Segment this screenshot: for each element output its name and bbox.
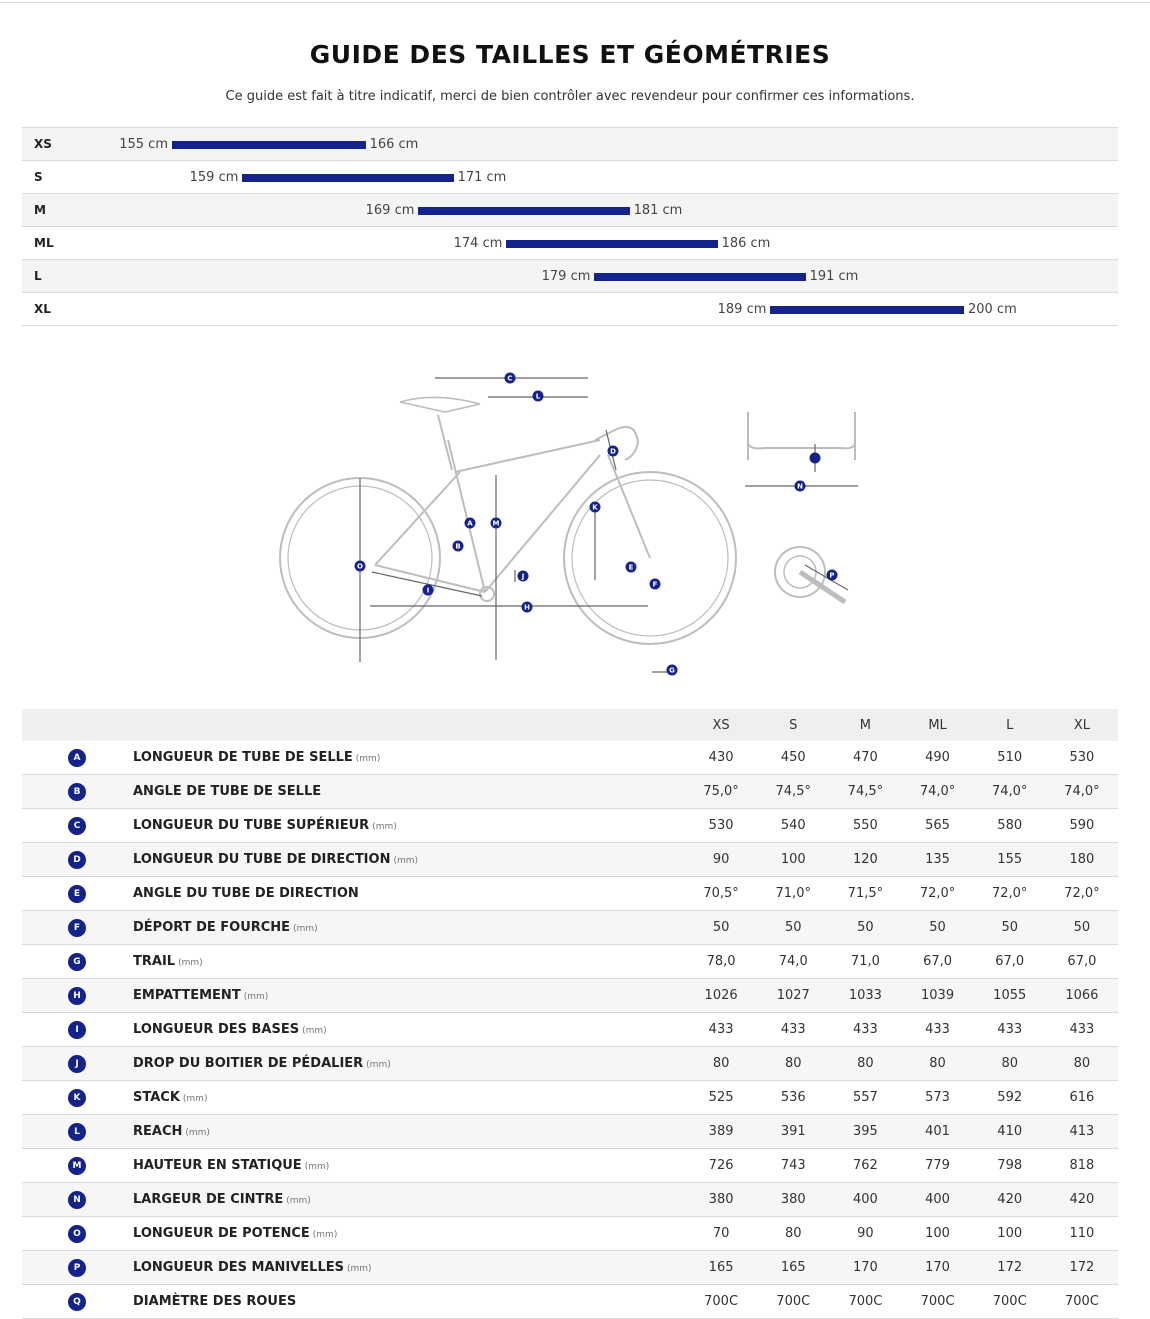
page-subtitle: Ce guide est fait à titre indicatif, merci de bien contrôler avec revendeur pour confirmer ces informations. bbox=[225, 89, 915, 104]
row-label: ANGLE DU TUBE DE DIRECTION bbox=[133, 886, 359, 901]
row-label-cell bbox=[132, 1047, 685, 1081]
letter-badge: P bbox=[68, 1259, 86, 1277]
diagram-badge-letter: E bbox=[628, 563, 634, 572]
value-cell: 100 bbox=[974, 1217, 1046, 1251]
diagram-badge-o-stem bbox=[810, 453, 821, 464]
value-cell: 172 bbox=[974, 1251, 1046, 1285]
row-letter-cell bbox=[22, 843, 132, 877]
diagram-badge-letter: O bbox=[357, 562, 363, 571]
table-row bbox=[22, 945, 1118, 979]
row-letter-cell bbox=[22, 1285, 132, 1319]
size-range bbox=[365, 203, 683, 218]
diagram-badge-letter: K bbox=[592, 503, 598, 512]
value-cell: 67,0 bbox=[901, 945, 973, 979]
header-label bbox=[132, 709, 685, 741]
value-cell: 433 bbox=[974, 1013, 1046, 1047]
row-letter-cell bbox=[22, 741, 132, 775]
range-min-label: 174 cm bbox=[453, 236, 503, 251]
row-letter-cell bbox=[22, 775, 132, 809]
table-row bbox=[22, 1183, 1118, 1217]
row-label-cell bbox=[132, 1217, 685, 1251]
letter-badge: E bbox=[68, 885, 86, 903]
row-label-cell bbox=[132, 877, 685, 911]
value-cell: 400 bbox=[901, 1183, 973, 1217]
value-cell: 72,0° bbox=[1046, 877, 1118, 911]
column-header-m: M bbox=[829, 709, 901, 741]
diagram-badge-letter: G bbox=[669, 666, 675, 675]
diagram-badge-letter: L bbox=[535, 392, 541, 401]
value-cell: 743 bbox=[757, 1149, 829, 1183]
size-row-m bbox=[22, 193, 1118, 226]
value-cell: 110 bbox=[1046, 1217, 1118, 1251]
size-label: M bbox=[34, 203, 46, 217]
value-cell: 72,0° bbox=[901, 877, 973, 911]
saddle bbox=[400, 397, 480, 412]
letter-badge: J bbox=[68, 1055, 86, 1073]
row-label: LONGUEUR DU TUBE SUPÉRIEUR bbox=[133, 818, 370, 833]
table-row bbox=[22, 809, 1118, 843]
value-cell: 100 bbox=[757, 843, 829, 877]
size-label: XS bbox=[34, 137, 52, 151]
value-cell: 592 bbox=[974, 1081, 1046, 1115]
diagram-badge-letter: C bbox=[507, 374, 513, 383]
row-unit: (mm) bbox=[178, 958, 203, 968]
header-letter bbox=[22, 709, 132, 741]
range-min-label: 189 cm bbox=[717, 302, 767, 317]
value-cell: 510 bbox=[974, 741, 1046, 775]
row-label: EMPATTEMENT bbox=[133, 988, 241, 1003]
seat-tube bbox=[448, 440, 485, 592]
page-title: GUIDE DES TAILLES ET GÉOMÉTRIES bbox=[309, 40, 831, 69]
row-unit: (mm) bbox=[372, 822, 397, 832]
value-cell: 135 bbox=[901, 843, 973, 877]
value-cell: 1039 bbox=[901, 979, 973, 1013]
row-unit: (mm) bbox=[286, 1196, 311, 1206]
range-max-label: 166 cm bbox=[369, 137, 419, 152]
row-letter-cell bbox=[22, 911, 132, 945]
size-label: L bbox=[34, 269, 42, 283]
size-range-chart bbox=[22, 127, 1118, 326]
value-cell: 50 bbox=[829, 911, 901, 945]
value-cell: 400 bbox=[829, 1183, 901, 1217]
value-cell: 395 bbox=[829, 1115, 901, 1149]
value-cell: 700C bbox=[974, 1285, 1046, 1319]
value-cell: 573 bbox=[901, 1081, 973, 1115]
diagram-badge-letter: M bbox=[492, 519, 500, 528]
fork bbox=[608, 455, 650, 558]
diagram-badge-letter: N bbox=[797, 482, 803, 491]
row-label-cell bbox=[132, 1013, 685, 1047]
value-cell: 71,0° bbox=[757, 877, 829, 911]
value-cell: 80 bbox=[757, 1047, 829, 1081]
value-cell: 530 bbox=[1046, 741, 1118, 775]
range-min-label: 159 cm bbox=[189, 170, 239, 185]
value-cell: 155 bbox=[974, 843, 1046, 877]
row-letter-cell bbox=[22, 1081, 132, 1115]
row-unit: (mm) bbox=[393, 856, 419, 866]
size-range bbox=[717, 302, 1017, 317]
range-bar bbox=[418, 207, 629, 215]
table-row bbox=[22, 877, 1118, 911]
table-row bbox=[22, 775, 1118, 809]
row-unit: (mm) bbox=[243, 992, 269, 1002]
top-tube bbox=[455, 440, 600, 472]
value-cell: 380 bbox=[757, 1183, 829, 1217]
row-label: REACH bbox=[133, 1124, 183, 1139]
value-cell: 616 bbox=[1046, 1081, 1118, 1115]
value-cell: 818 bbox=[1046, 1149, 1118, 1183]
table-row bbox=[22, 741, 1118, 775]
row-letter-cell bbox=[22, 877, 132, 911]
row-letter-cell bbox=[22, 1149, 132, 1183]
value-cell: 700C bbox=[757, 1285, 829, 1319]
row-unit: (mm) bbox=[302, 1026, 327, 1036]
value-cell: 430 bbox=[685, 741, 757, 775]
value-cell: 74,0° bbox=[1046, 775, 1118, 809]
row-label-cell bbox=[132, 1285, 685, 1319]
letter-badge: O bbox=[68, 1225, 86, 1243]
range-bar bbox=[506, 240, 717, 248]
value-cell: 380 bbox=[685, 1183, 757, 1217]
value-cell: 67,0 bbox=[974, 945, 1046, 979]
column-header-ml: ML bbox=[901, 709, 973, 741]
range-bar bbox=[770, 306, 964, 314]
row-label: DROP DU BOITIER DE PÉDALIER bbox=[133, 1056, 364, 1071]
table-row bbox=[22, 979, 1118, 1013]
range-max-label: 181 cm bbox=[633, 203, 683, 218]
handlebar-front bbox=[748, 412, 855, 460]
value-cell: 420 bbox=[974, 1183, 1046, 1217]
row-label-cell bbox=[132, 911, 685, 945]
size-row-xl bbox=[22, 292, 1118, 326]
value-cell: 536 bbox=[757, 1081, 829, 1115]
value-cell: 490 bbox=[901, 741, 973, 775]
row-label: TRAIL bbox=[133, 954, 176, 969]
value-cell: 71,0 bbox=[829, 945, 901, 979]
bike-geometry-diagram bbox=[270, 360, 870, 685]
row-letter-cell bbox=[22, 1251, 132, 1285]
geometry-table bbox=[22, 709, 1118, 1319]
row-label-cell bbox=[132, 843, 685, 877]
value-cell: 70 bbox=[685, 1217, 757, 1251]
value-cell: 450 bbox=[757, 741, 829, 775]
value-cell: 75,0° bbox=[685, 775, 757, 809]
value-cell: 165 bbox=[685, 1251, 757, 1285]
table-row bbox=[22, 1149, 1118, 1183]
value-cell: 1066 bbox=[1046, 979, 1118, 1013]
row-label: LONGUEUR DE TUBE DE SELLE bbox=[133, 750, 353, 765]
value-cell: 50 bbox=[757, 911, 829, 945]
table-row bbox=[22, 911, 1118, 945]
table-row bbox=[22, 1047, 1118, 1081]
letter-badge: M bbox=[68, 1157, 86, 1175]
value-cell: 74,0° bbox=[974, 775, 1046, 809]
row-label-cell bbox=[132, 1081, 685, 1115]
range-min-label: 169 cm bbox=[365, 203, 415, 218]
value-cell: 1027 bbox=[757, 979, 829, 1013]
seat-stay bbox=[375, 472, 460, 565]
value-cell: 90 bbox=[829, 1217, 901, 1251]
table-row bbox=[22, 1285, 1118, 1319]
value-cell: 172 bbox=[1046, 1251, 1118, 1285]
row-label-cell bbox=[132, 775, 685, 809]
value-cell: 80 bbox=[757, 1217, 829, 1251]
row-label: LONGUEUR DES BASES bbox=[133, 1022, 300, 1037]
row-label-cell bbox=[132, 979, 685, 1013]
value-cell: 700C bbox=[901, 1285, 973, 1319]
table-row bbox=[22, 843, 1118, 877]
size-range bbox=[119, 137, 419, 152]
letter-badge: K bbox=[68, 1089, 86, 1107]
diagram-badge-letter: B bbox=[455, 542, 461, 551]
size-label: XL bbox=[34, 302, 51, 316]
row-letter-cell bbox=[22, 1183, 132, 1217]
value-cell: 74,5° bbox=[757, 775, 829, 809]
value-cell: 433 bbox=[829, 1013, 901, 1047]
value-cell: 80 bbox=[974, 1047, 1046, 1081]
diagram-badge-letter: P bbox=[829, 571, 835, 580]
seat-post bbox=[438, 415, 452, 470]
value-cell: 413 bbox=[1046, 1115, 1118, 1149]
value-cell: 80 bbox=[829, 1047, 901, 1081]
value-cell: 550 bbox=[829, 809, 901, 843]
value-cell: 433 bbox=[901, 1013, 973, 1047]
range-bar bbox=[242, 174, 453, 182]
row-label-cell bbox=[132, 945, 685, 979]
size-range bbox=[541, 269, 859, 284]
row-label: HAUTEUR EN STATIQUE bbox=[133, 1158, 302, 1173]
value-cell: 100 bbox=[901, 1217, 973, 1251]
range-max-label: 186 cm bbox=[721, 236, 771, 251]
value-cell: 540 bbox=[757, 809, 829, 843]
value-cell: 530 bbox=[685, 809, 757, 843]
row-label: STACK bbox=[133, 1090, 180, 1105]
value-cell: 590 bbox=[1046, 809, 1118, 843]
value-cell: 470 bbox=[829, 741, 901, 775]
letter-badge: C bbox=[68, 817, 86, 835]
row-letter-cell bbox=[22, 809, 132, 843]
value-cell: 401 bbox=[901, 1115, 973, 1149]
value-cell: 565 bbox=[901, 809, 973, 843]
row-letter-cell bbox=[22, 979, 132, 1013]
value-cell: 90 bbox=[685, 843, 757, 877]
column-header-s: S bbox=[757, 709, 829, 741]
value-cell: 165 bbox=[757, 1251, 829, 1285]
diagram-badge-letter: A bbox=[467, 519, 473, 528]
letter-badge: F bbox=[68, 919, 86, 937]
range-min-label: 179 cm bbox=[541, 269, 591, 284]
row-letter-cell bbox=[22, 945, 132, 979]
value-cell: 580 bbox=[974, 809, 1046, 843]
value-cell: 389 bbox=[685, 1115, 757, 1149]
value-cell: 80 bbox=[901, 1047, 973, 1081]
row-label-cell bbox=[132, 1149, 685, 1183]
letter-badge: L bbox=[68, 1123, 86, 1141]
column-header-xl: XL bbox=[1046, 709, 1118, 741]
row-label: LARGEUR DE CINTRE bbox=[133, 1192, 284, 1207]
value-cell: 180 bbox=[1046, 843, 1118, 877]
value-cell: 410 bbox=[974, 1115, 1046, 1149]
down-tube bbox=[485, 455, 600, 592]
value-cell: 50 bbox=[685, 911, 757, 945]
value-cell: 80 bbox=[1046, 1047, 1118, 1081]
row-label-cell bbox=[132, 741, 685, 775]
row-label: DIAMÈTRE DES ROUES bbox=[133, 1294, 297, 1309]
value-cell: 433 bbox=[1046, 1013, 1118, 1047]
value-cell: 420 bbox=[1046, 1183, 1118, 1217]
value-cell: 50 bbox=[901, 911, 973, 945]
size-label: ML bbox=[34, 236, 54, 250]
value-cell: 1026 bbox=[685, 979, 757, 1013]
size-row-s bbox=[22, 160, 1118, 193]
value-cell: 67,0 bbox=[1046, 945, 1118, 979]
letter-badge: A bbox=[68, 749, 86, 767]
table-row bbox=[22, 1013, 1118, 1047]
value-cell: 170 bbox=[901, 1251, 973, 1285]
range-max-label: 191 cm bbox=[809, 269, 859, 284]
value-cell: 433 bbox=[685, 1013, 757, 1047]
value-cell: 726 bbox=[685, 1149, 757, 1183]
range-bar bbox=[172, 141, 366, 149]
value-cell: 798 bbox=[974, 1149, 1046, 1183]
row-label: LONGUEUR DE POTENCE bbox=[133, 1226, 310, 1241]
value-cell: 1033 bbox=[829, 979, 901, 1013]
value-cell: 433 bbox=[757, 1013, 829, 1047]
value-cell: 74,5° bbox=[829, 775, 901, 809]
diagram-badge-letter: J bbox=[521, 572, 525, 581]
value-cell: 170 bbox=[829, 1251, 901, 1285]
row-label-cell bbox=[132, 1115, 685, 1149]
value-cell: 700C bbox=[829, 1285, 901, 1319]
row-unit: (mm) bbox=[312, 1230, 338, 1240]
letter-badge: D bbox=[68, 851, 86, 869]
diagram-badge-letter: H bbox=[524, 603, 530, 612]
row-unit: (mm) bbox=[185, 1128, 210, 1138]
table-row bbox=[22, 1217, 1118, 1251]
row-letter-cell bbox=[22, 1115, 132, 1149]
row-label-cell bbox=[132, 1251, 685, 1285]
value-cell: 120 bbox=[829, 843, 901, 877]
value-cell: 71,5° bbox=[829, 877, 901, 911]
size-row-xs bbox=[22, 127, 1118, 160]
value-cell: 557 bbox=[829, 1081, 901, 1115]
range-bar bbox=[594, 273, 805, 281]
top-divider bbox=[0, 2, 1150, 3]
table-row bbox=[22, 1251, 1118, 1285]
value-cell: 80 bbox=[685, 1047, 757, 1081]
letter-badge: I bbox=[68, 1021, 86, 1039]
diagram-badges bbox=[355, 373, 838, 676]
geometry-table-header bbox=[22, 709, 1118, 741]
value-cell: 74,0 bbox=[757, 945, 829, 979]
value-cell: 762 bbox=[829, 1149, 901, 1183]
row-label-cell bbox=[132, 809, 685, 843]
value-cell: 78,0 bbox=[685, 945, 757, 979]
size-range bbox=[189, 170, 507, 185]
row-unit: (mm) bbox=[366, 1060, 391, 1070]
diagram-badge-letter: F bbox=[652, 580, 658, 589]
size-row-l bbox=[22, 259, 1118, 292]
letter-badge: G bbox=[68, 953, 86, 971]
table-row bbox=[22, 1081, 1118, 1115]
value-cell: 779 bbox=[901, 1149, 973, 1183]
letter-badge: N bbox=[68, 1191, 86, 1209]
row-label: ANGLE DE TUBE DE SELLE bbox=[133, 784, 322, 799]
value-cell: 700C bbox=[1046, 1285, 1118, 1319]
value-cell: 700C bbox=[685, 1285, 757, 1319]
letter-badge: H bbox=[68, 987, 86, 1005]
row-unit: (mm) bbox=[293, 924, 318, 934]
diagram-badge-letter: I bbox=[426, 586, 430, 595]
letter-badge: B bbox=[68, 783, 86, 801]
column-header-l: L bbox=[974, 709, 1046, 741]
column-header-xs: XS bbox=[685, 709, 757, 741]
diagram-badge-letter: D bbox=[610, 447, 616, 456]
row-label-cell bbox=[132, 1183, 685, 1217]
range-max-label: 171 cm bbox=[457, 170, 507, 185]
value-cell: 525 bbox=[685, 1081, 757, 1115]
row-label: LONGUEUR DES MANIVELLES bbox=[133, 1260, 344, 1275]
size-row-ml bbox=[22, 226, 1118, 259]
value-cell: 391 bbox=[757, 1115, 829, 1149]
row-unit: (mm) bbox=[346, 1264, 372, 1274]
row-unit: (mm) bbox=[355, 754, 381, 764]
row-letter-cell bbox=[22, 1047, 132, 1081]
value-cell: 74,0° bbox=[901, 775, 973, 809]
row-unit: (mm) bbox=[182, 1094, 208, 1104]
value-cell: 1055 bbox=[974, 979, 1046, 1013]
value-cell: 72,0° bbox=[974, 877, 1046, 911]
value-cell: 50 bbox=[1046, 911, 1118, 945]
value-cell: 50 bbox=[974, 911, 1046, 945]
range-min-label: 155 cm bbox=[119, 137, 168, 152]
table-row bbox=[22, 1115, 1118, 1149]
row-label: DÉPORT DE FOURCHE bbox=[133, 920, 291, 935]
range-max-label: 200 cm bbox=[967, 302, 1017, 317]
value-cell: 70,5° bbox=[685, 877, 757, 911]
size-label: S bbox=[34, 170, 43, 184]
row-unit: (mm) bbox=[304, 1162, 330, 1172]
row-letter-cell bbox=[22, 1217, 132, 1251]
size-range bbox=[453, 236, 771, 251]
row-letter-cell bbox=[22, 1013, 132, 1047]
row-label: LONGUEUR DU TUBE DE DIRECTION bbox=[133, 852, 391, 867]
letter-badge: Q bbox=[68, 1293, 86, 1311]
